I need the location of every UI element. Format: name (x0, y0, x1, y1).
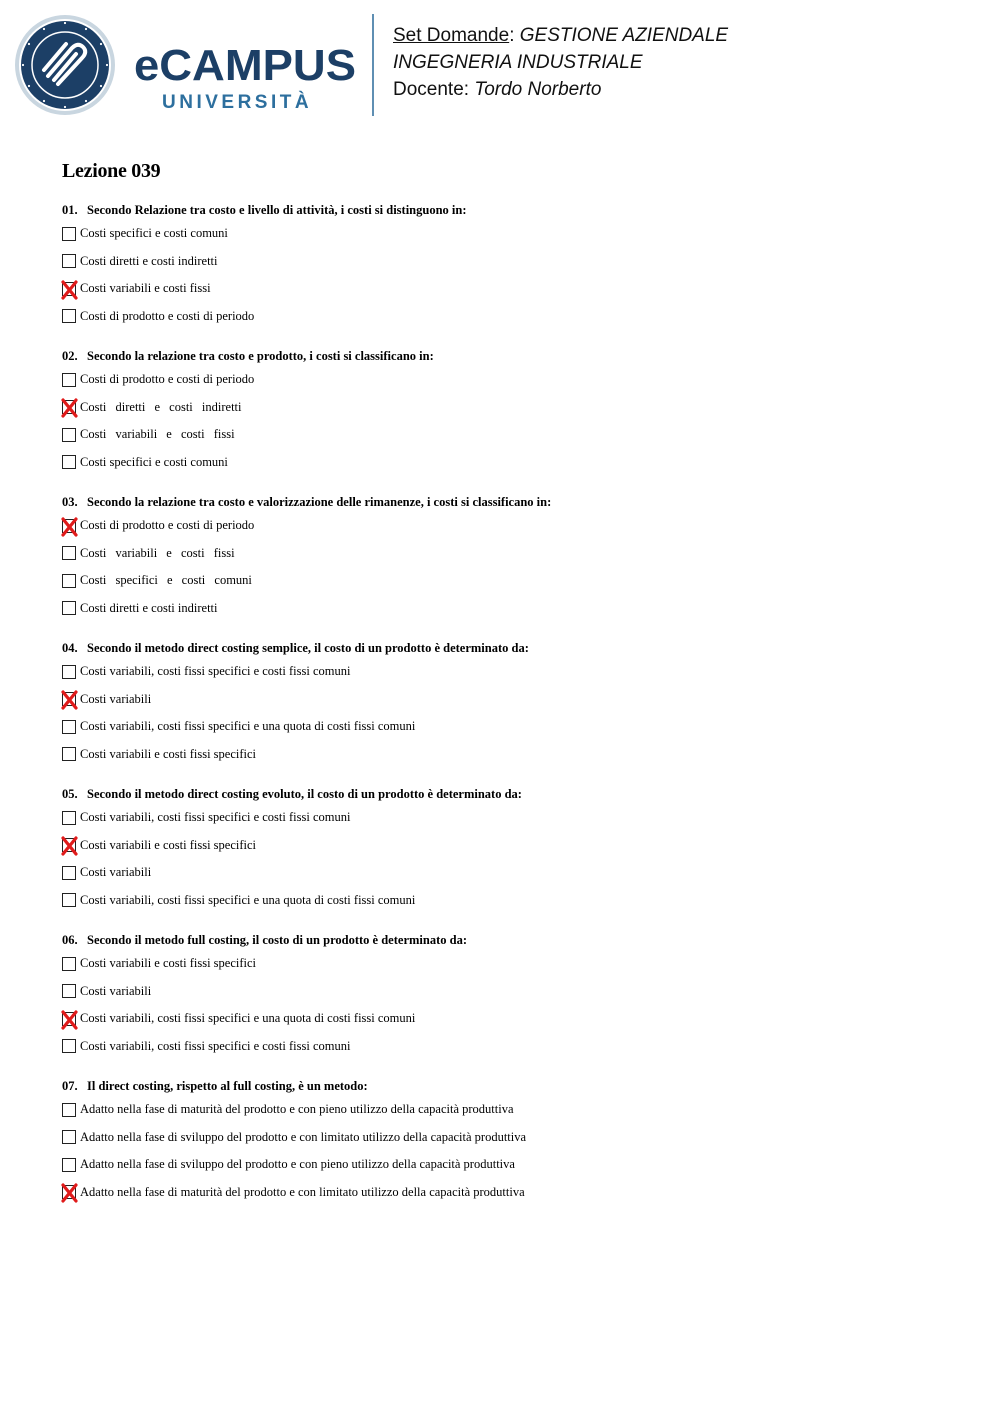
answer-option[interactable] (62, 540, 942, 568)
question-prompt: Secondo il metodo full costing, il costo di un prodotto è determinato da: (87, 933, 467, 947)
answer-option[interactable] (62, 713, 942, 741)
answer-checkbox[interactable] (62, 1185, 76, 1199)
answer-label: Costi variabili, costi fissi specifici e una quota di costi fissi comuni (80, 719, 416, 734)
answer-option[interactable] (62, 220, 942, 248)
question-7 (62, 1076, 942, 1206)
answer-option[interactable] (62, 248, 942, 276)
question-prompt: Secondo il metodo direct costing semplice, il costo di un prodotto è determinato da: (87, 641, 529, 655)
check-mark-icon (61, 1010, 78, 1030)
question-prompt: Secondo Relazione tra costo e livello di attività, i costi si distinguono in: (87, 203, 467, 217)
question-text (62, 346, 942, 366)
answer-label: Adatto nella fase di maturità del prodotto e con pieno utilizzo della capacità produttiva (80, 1102, 514, 1117)
answer-label: Costi variabili e costi fissi specifici (80, 837, 257, 852)
answer-label: Costi specifici e costi comuni (80, 454, 228, 469)
answer-option[interactable] (62, 741, 942, 769)
question-number: 01. (62, 203, 78, 217)
question-spacer (62, 330, 942, 346)
course-name: GESTIONE AZIENDALE (519, 25, 729, 46)
teacher-label: Docente: (393, 79, 470, 100)
answer-label: Costi variabili (80, 983, 152, 998)
answer-checkbox[interactable] (62, 400, 76, 414)
answer-checkbox[interactable] (62, 455, 76, 469)
question-text (62, 1076, 942, 1096)
answer-option[interactable] (62, 595, 942, 623)
answer-label: Costi variabili e costi fissi (80, 427, 235, 442)
answer-label: Costi specifici e costi comuni (80, 573, 252, 588)
answer-option[interactable] (62, 567, 942, 595)
question-text (62, 930, 942, 950)
question-prompt: Secondo la relazione tra costo e prodotto, i costi si classificano in: (87, 349, 434, 363)
answer-option[interactable] (62, 978, 942, 1006)
question-spacer (62, 476, 942, 492)
answer-label: Costi variabili (80, 691, 152, 706)
answer-label: Costi diretti e costi indiretti (80, 399, 242, 414)
answer-option[interactable] (62, 658, 942, 686)
ecampus-logo (14, 14, 359, 118)
question-2 (62, 346, 942, 476)
answer-label: Costi variabili e costi fissi (80, 281, 211, 296)
answer-checkbox[interactable] (62, 692, 76, 706)
question-number: 02. (62, 349, 78, 363)
teacher-name: Tordo Norberto (474, 79, 602, 100)
answer-label: Costi variabili, costi fissi specifici e costi fissi comuni (80, 664, 351, 679)
answer-label: Costi di prodotto e costi di periodo (80, 308, 255, 323)
answer-checkbox[interactable] (62, 747, 76, 761)
answer-label: Costi variabili, costi fissi specifici e costi fissi comuni (80, 810, 351, 825)
question-text (62, 200, 942, 220)
answer-checkbox[interactable] (62, 720, 76, 734)
answer-option[interactable] (62, 1033, 942, 1061)
answer-option[interactable] (62, 859, 942, 887)
answer-option[interactable] (62, 1124, 942, 1152)
answer-option[interactable] (62, 275, 942, 303)
teacher-line (393, 76, 728, 103)
question-list (62, 200, 942, 1206)
answer-label: Adatto nella fase di sviluppo del prodotto e con pieno utilizzo della capacità produttiva (80, 1157, 515, 1172)
answer-option[interactable] (62, 512, 942, 540)
answer-label: Costi variabili e costi fissi (80, 545, 235, 560)
header-divider (372, 14, 374, 116)
answer-option[interactable] (62, 1151, 942, 1179)
answer-checkbox[interactable] (62, 984, 76, 998)
question-text (62, 784, 942, 804)
answer-option[interactable] (62, 1005, 942, 1033)
question-text (62, 492, 942, 512)
answer-option[interactable] (62, 832, 942, 860)
answer-label: Costi specifici e costi comuni (80, 226, 228, 241)
question-number: 07. (62, 1079, 78, 1093)
question-number: 05. (62, 787, 78, 801)
answer-checkbox[interactable] (62, 957, 76, 971)
check-mark-icon (61, 517, 78, 537)
answer-label: Costi variabili, costi fissi specifici e una quota di costi fissi comuni (80, 892, 416, 907)
answer-checkbox[interactable] (62, 1158, 76, 1172)
answer-label: Adatto nella fase di maturità del prodotto e con limitato utilizzo della capacità produttiva (80, 1184, 525, 1199)
answer-checkbox[interactable] (62, 227, 76, 241)
answer-checkbox[interactable] (62, 282, 76, 296)
answer-label: Costi variabili e costi fissi specifici (80, 746, 257, 761)
check-mark-icon (61, 836, 78, 856)
question-spacer (62, 1060, 942, 1076)
faculty-name: INGEGNERIA INDUSTRIALE (393, 52, 643, 73)
check-mark-icon (61, 280, 78, 300)
answer-checkbox[interactable] (62, 546, 76, 560)
course-line (393, 22, 728, 49)
answer-option[interactable] (62, 686, 942, 714)
answer-checkbox[interactable] (62, 1039, 76, 1053)
answer-checkbox[interactable] (62, 601, 76, 615)
answer-checkbox[interactable] (62, 866, 76, 880)
answer-checkbox[interactable] (62, 838, 76, 852)
question-spacer (62, 622, 942, 638)
answer-checkbox[interactable] (62, 811, 76, 825)
logo-brand-text: eCAMPUS (134, 42, 356, 90)
course-info (393, 22, 728, 103)
answer-checkbox[interactable] (62, 893, 76, 907)
question-number: 06. (62, 933, 78, 947)
answer-checkbox[interactable] (62, 373, 76, 387)
answer-checkbox[interactable] (62, 309, 76, 323)
answer-option[interactable] (62, 449, 942, 477)
answer-option[interactable] (62, 303, 942, 331)
question-3 (62, 492, 942, 622)
check-mark-icon (61, 398, 78, 418)
answer-label: Costi diretti e costi indiretti (80, 600, 218, 615)
ecampus-wordmark (134, 42, 359, 114)
question-number: 04. (62, 641, 78, 655)
question-1 (62, 200, 942, 330)
answer-option[interactable] (62, 1096, 942, 1124)
answer-checkbox[interactable] (62, 574, 76, 588)
answer-option[interactable] (62, 366, 942, 394)
question-number: 03. (62, 495, 78, 509)
question-4 (62, 638, 942, 768)
answer-label: Adatto nella fase di sviluppo del prodotto e con limitato utilizzo della capacità produttiva (80, 1129, 527, 1144)
logo-sub-text: UNIVERSITÀ (162, 92, 313, 113)
answer-option[interactable] (62, 887, 942, 915)
question-prompt: Il direct costing, rispetto al full costing, è un metodo: (87, 1079, 368, 1093)
answer-option[interactable] (62, 804, 942, 832)
answer-label: Costi variabili, costi fissi specifici e costi fissi comuni (80, 1038, 351, 1053)
question-prompt: Secondo il metodo direct costing evoluto, il costo di un prodotto è determinato da: (87, 787, 522, 801)
set-separator: : (509, 25, 515, 46)
question-5 (62, 784, 942, 914)
answer-label: Costi di prodotto e costi di periodo (80, 518, 255, 533)
page-header (0, 0, 1000, 130)
answer-checkbox[interactable] (62, 1103, 76, 1117)
lesson-title: Lezione 039 (62, 160, 161, 182)
answer-option[interactable] (62, 1179, 942, 1207)
answer-checkbox[interactable] (62, 1012, 76, 1026)
question-spacer (62, 914, 942, 930)
question-prompt: Secondo la relazione tra costo e valorizzazione delle rimanenze, i costi si classificano in: (87, 495, 552, 509)
answer-checkbox[interactable] (62, 428, 76, 442)
university-seal-icon (14, 14, 116, 116)
answer-option[interactable] (62, 950, 942, 978)
answer-label: Costi variabili e costi fissi specifici (80, 956, 257, 971)
answer-checkbox[interactable] (62, 665, 76, 679)
check-mark-icon (61, 690, 78, 710)
answer-checkbox[interactable] (62, 1130, 76, 1144)
question-6 (62, 930, 942, 1060)
answer-option[interactable] (62, 421, 942, 449)
answer-option[interactable] (62, 394, 942, 422)
answer-label: Costi di prodotto e costi di periodo (80, 372, 255, 387)
answer-checkbox[interactable] (62, 519, 76, 533)
answer-checkbox[interactable] (62, 254, 76, 268)
question-spacer (62, 768, 942, 784)
question-text (62, 638, 942, 658)
answer-label: Costi diretti e costi indiretti (80, 253, 218, 268)
set-label: Set Domande (393, 25, 510, 46)
answer-label: Costi variabili, costi fissi specifici e una quota di costi fissi comuni (80, 1011, 416, 1026)
check-mark-icon (61, 1183, 78, 1203)
answer-label: Costi variabili (80, 865, 152, 880)
